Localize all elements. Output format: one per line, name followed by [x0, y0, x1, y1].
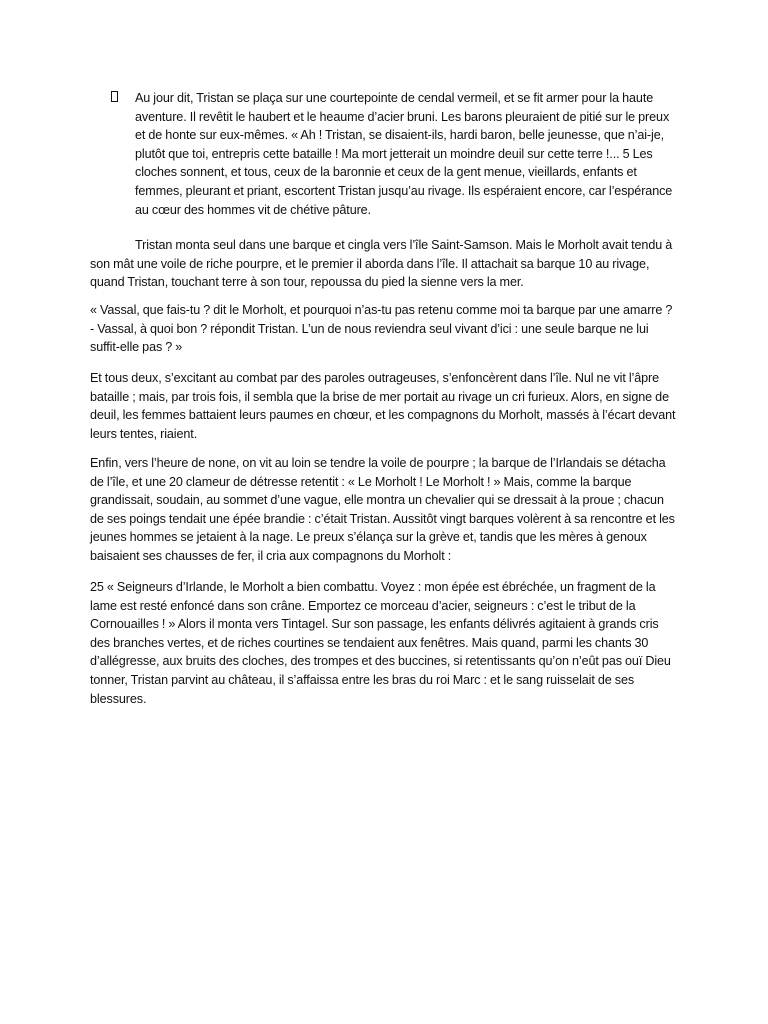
paragraph-5: Enfin, vers l’heure de none, on vit au loin se tendre la voile de pourpre ; la barque de l’Irlandais se détacha de l’île, et une 20 clameur de détresse retentit : « Le Morholt ! Le Morholt ! » Mais, comme la barque grandissait, soudain, au sommet d’une vague, elle montra un chevalier qui se dressait à la proue ; chacun de ses poings tendait une épée brandie : c’était Tristan. Aussitôt vingt barques volèrent à sa rencontre et les jeunes hommes se jetaient à la nage. Le preux s’élança sur la grève et, tandis que les mères à genoux baisaient ses chausses de fer, il cria aux compagnons du Morholt :	[90, 456, 675, 563]
paragraph-2: Tristan monta seul dans une barque et cingla vers l’île Saint-Samson. Mais le Morholt avait tendu à son mât une voile de riche pourpre, et le premier il aborda dans l’île. Il attachait sa barque 10 au rivage, quand Tristan, touchant terre à son tour, repoussa du pied la sienne vers la mer.	[90, 238, 673, 290]
paragraph-3: « Vassal, que fais-tu ? dit le Morholt, et pourquoi n’as-tu pas retenu comme moi ta barque par une amarre ? - Vassal, à quoi bon ? répondit Tristan. L’un de nous reviendra seul vivant d’ici : une seule barque ne lui suffit-elle pas ? »	[90, 303, 673, 355]
paragraph-6: 25 « Seigneurs d’Irlande, le Morholt a bien combattu. Voyez : mon épée est ébréchée, un fragment de la lame est resté enfoncé dans son crâne. Emportez ce morceau d’acier, seigneurs : c’est le tribut de la Cornouailles ! » Alors il monta vers Tintagel. Sur son passage, les enfants délivrés agitaient à grands cris des branches vertes, et de riches courtines se tendaient aux fenêtres. Mais quand, parmi les chants 30 d’allégresse, aux bruits des cloches, des trompes et des buccines, si retentissants qu’on n’eût pas ouï Dieu tonner, Tristan parvint au château, il s’affaissa entre les bras du roi Marc : et le sang ruisselait de ses blessures.	[90, 580, 671, 706]
paragraph-1: Au jour dit, Tristan se plaça sur une courtepointe de cendal vermeil, et se fit armer pour la haute aventure. Il revêtit le haubert et le heaume d’acier bruni. Les barons pleuraient de pitié sur le preux et de honte sur eux-mêmes. « Ah ! Tristan, se disaient-ils, hardi baron, belle jeunesse, que n’ai-je, plutôt que toi, entrepris cette bataille ! Ma mort jetterait un moindre deuil sur cette terre !... 5 Les cloches sonnent, et tous, ceux de la baronnie et ceux de la gent menue, vieillards, enfants et femmes, pleurant et priant, escortent Tristan jusqu’au rivage. Ils espéraient encore, car l’espérance au cœur des hommes vit de chétive pâture.	[135, 91, 673, 217]
bullet-icon	[111, 89, 121, 103]
paragraph-4: Et tous deux, s’excitant au combat par des paroles outrageuses, s’enfoncèrent dans l’île. Nul ne vit l’âpre bataille ; mais, par trois fois, il sembla que la brise de mer portait au rivage un cri furieux. Alors, en signe de deuil, les femmes battaient leurs paumes en chœur, et les compagnons du Morholt, massés à l’écart devant leurs tentes, riaient.	[90, 371, 676, 441]
